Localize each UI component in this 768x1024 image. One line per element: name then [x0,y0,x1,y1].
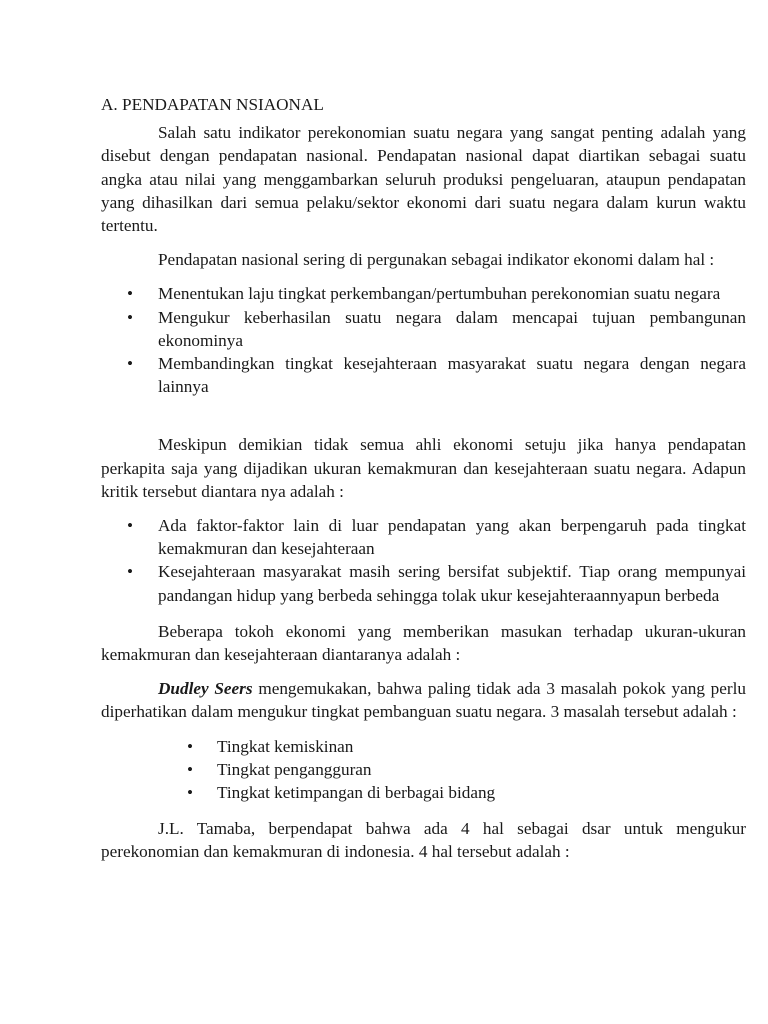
spacer [101,411,746,433]
paragraph-tamaba: J.L. Tamaba, berpendapat bahwa ada 4 hal sebagai dsar untuk mengukur perekonomian dan kemakmuran di indonesia. 4 hal tersebut adalah : [101,819,746,862]
paragraph-intro: Salah satu indikator perekonomian suatu negara yang sangat penting adalah yang disebut dengan pendapatan nasional. Pendapatan nasional dapat diartikan sebagai suatu angka atau nilai yang menggambarkan seluruh produksi pengeluaran, ataupun pendapatan yang dihasilkan dari semua pelaku/sektor ekonomi dari suatu negara dalam kurun waktu tertentu. [101,123,746,236]
paragraph-text: mengemukakan, bahwa paling tidak ada 3 masalah pokok yang perlu diperhatikan dalam mengukur tingkat pembanguan suatu negara. 3 masalah tersebut adalah : [101,679,746,722]
list-item: • Tingkat pengangguran [101,758,746,781]
criticism-list [101,514,746,607]
list-item: • Tingkat ketimpangan di berbagai bidang [101,781,746,804]
section-heading: A. PENDAPATAN NSIAONAL [101,95,324,114]
document-page [101,93,746,875]
list-item: • Kesejahteraan masyarakat masih sering bersifat subjektif. Tiap orang mempunyai pandangan hidup yang berbeda sehingga tolak ukur kesejahteraannyapun berbeda [101,560,746,606]
problems-list [101,735,746,805]
list-item: • Ada faktor-faktor lain di luar pendapatan yang akan berpengaruh pada tingkat kemakmuran dan kesejahteraan [101,514,746,560]
indicator-uses-list [101,282,746,398]
paragraph-criticism: Meskipun demikian tidak semua ahli ekonomi setuju jika hanya pendapatan perkapita saja yang dijadikan ukuran kemakmuran dan kesejahteraan suatu negara. Adapun kritik tersebut diantara nya adalah : [101,435,746,501]
paragraph-indicator-uses: Pendapatan nasional sering di pergunakan sebagai indikator ekonomi dalam hal : [158,250,715,270]
paragraph-dudley-seers [101,677,746,723]
list-item: • Menentukan laju tingkat perkembangan/pertumbuhan perekonomian suatu negara [101,282,746,305]
paragraph-economists: Beberapa tokoh ekonomi yang memberikan masukan terhadap ukuran-ukuran kemakmuran dan kesejahteraan diantaranya adalah : [101,621,746,665]
economist-name: Dudley Seers [158,679,253,699]
list-item: • Mengukur keberhasilan suatu negara dalam mencapai tujuan pembangunan ekonominya [101,306,746,352]
list-item: • Membandingkan tingkat kesejahteraan masyarakat suatu negara dengan negara lainnya [101,352,746,398]
list-item: • Tingkat kemiskinan [101,735,746,758]
